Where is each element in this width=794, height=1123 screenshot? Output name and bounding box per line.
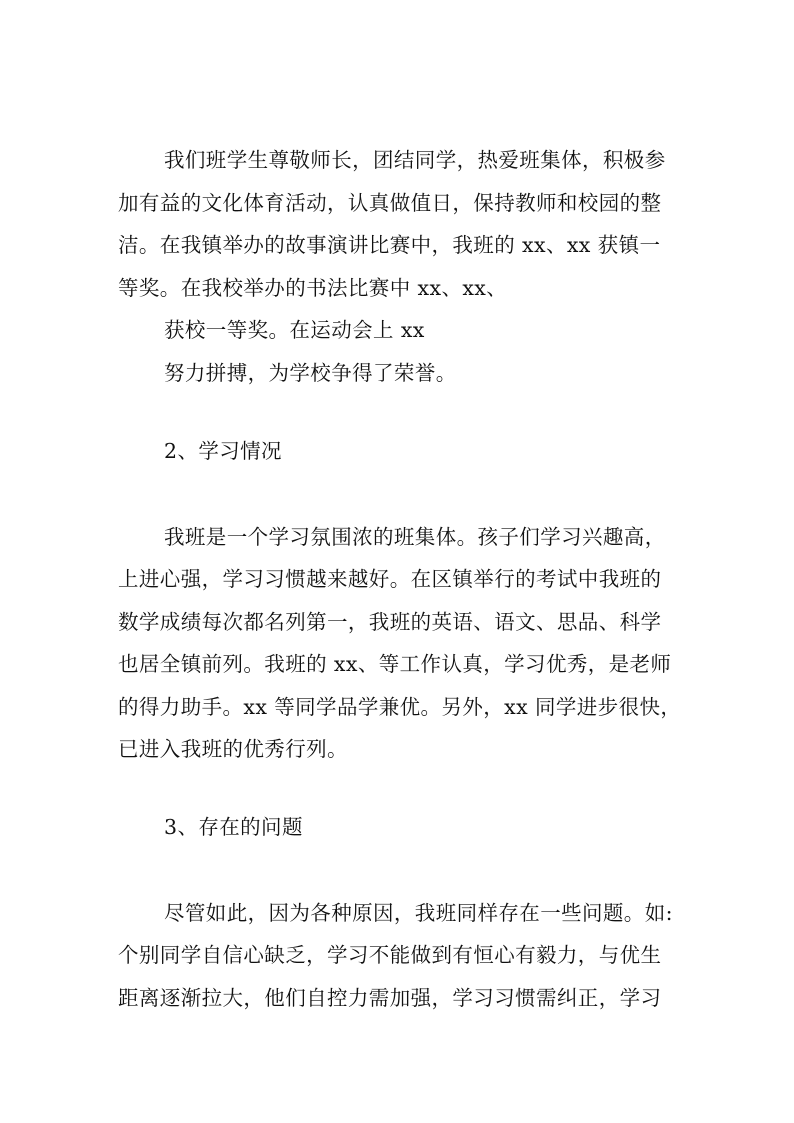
paragraph-2-line-2: 上进心强，学习习惯越来越好。在区镇举行的考试中我班的 — [118, 567, 662, 591]
paragraph-1-line-1: 我们班学生尊敬师长，团结同学，热爱班集体，积极参 — [164, 148, 666, 172]
section-heading-2: 2、学习情况 — [164, 439, 282, 463]
paragraph-2-line-6: 已进入我班的优秀行列。 — [118, 737, 348, 761]
paragraph-2-line-5: 的得力助手。xx 等同学品学兼优。另外，xx 同学进步很快， — [118, 695, 682, 719]
paragraph-1-line-5: 获校一等奖。在运动会上 xx — [164, 318, 425, 342]
paragraph-1-line-3: 洁。在我镇举办的故事演讲比赛中，我班的 xx、xx 获镇一 — [118, 233, 661, 257]
paragraph-1-line-6: 努力拼搏，为学校争得了荣誉。 — [164, 361, 457, 385]
paragraph-2-line-1: 我班是一个学习氛围浓的班集体。孩子们学习兴趣高， — [164, 525, 666, 549]
paragraph-3-line-1: 尽管如此，因为各种原因，我班同样存在一些问题。如: — [164, 901, 673, 925]
paragraph-1-line-2: 加有益的文化体育活动，认真做值日，保持教师和校园的整 — [118, 191, 662, 215]
paragraph-2-line-3: 数学成绩每次都名列第一，我班的英语、语文、思品、科学 — [118, 610, 662, 634]
section-heading-3: 3、存在的问题 — [164, 815, 303, 839]
paragraph-3-line-3: 距离逐渐拉大，他们自控力需加强，学习习惯需纠正，学习 — [118, 986, 662, 1010]
paragraph-1-line-4: 等奖。在我校举办的书法比赛中 xx、xx、 — [118, 276, 508, 300]
paragraph-2-line-4: 也居全镇前列。我班的 xx、等工作认真，学习优秀，是老师 — [118, 652, 672, 676]
paragraph-3-line-2: 个别同学自信心缺乏，学习不能做到有恒心有毅力，与优生 — [118, 943, 662, 967]
